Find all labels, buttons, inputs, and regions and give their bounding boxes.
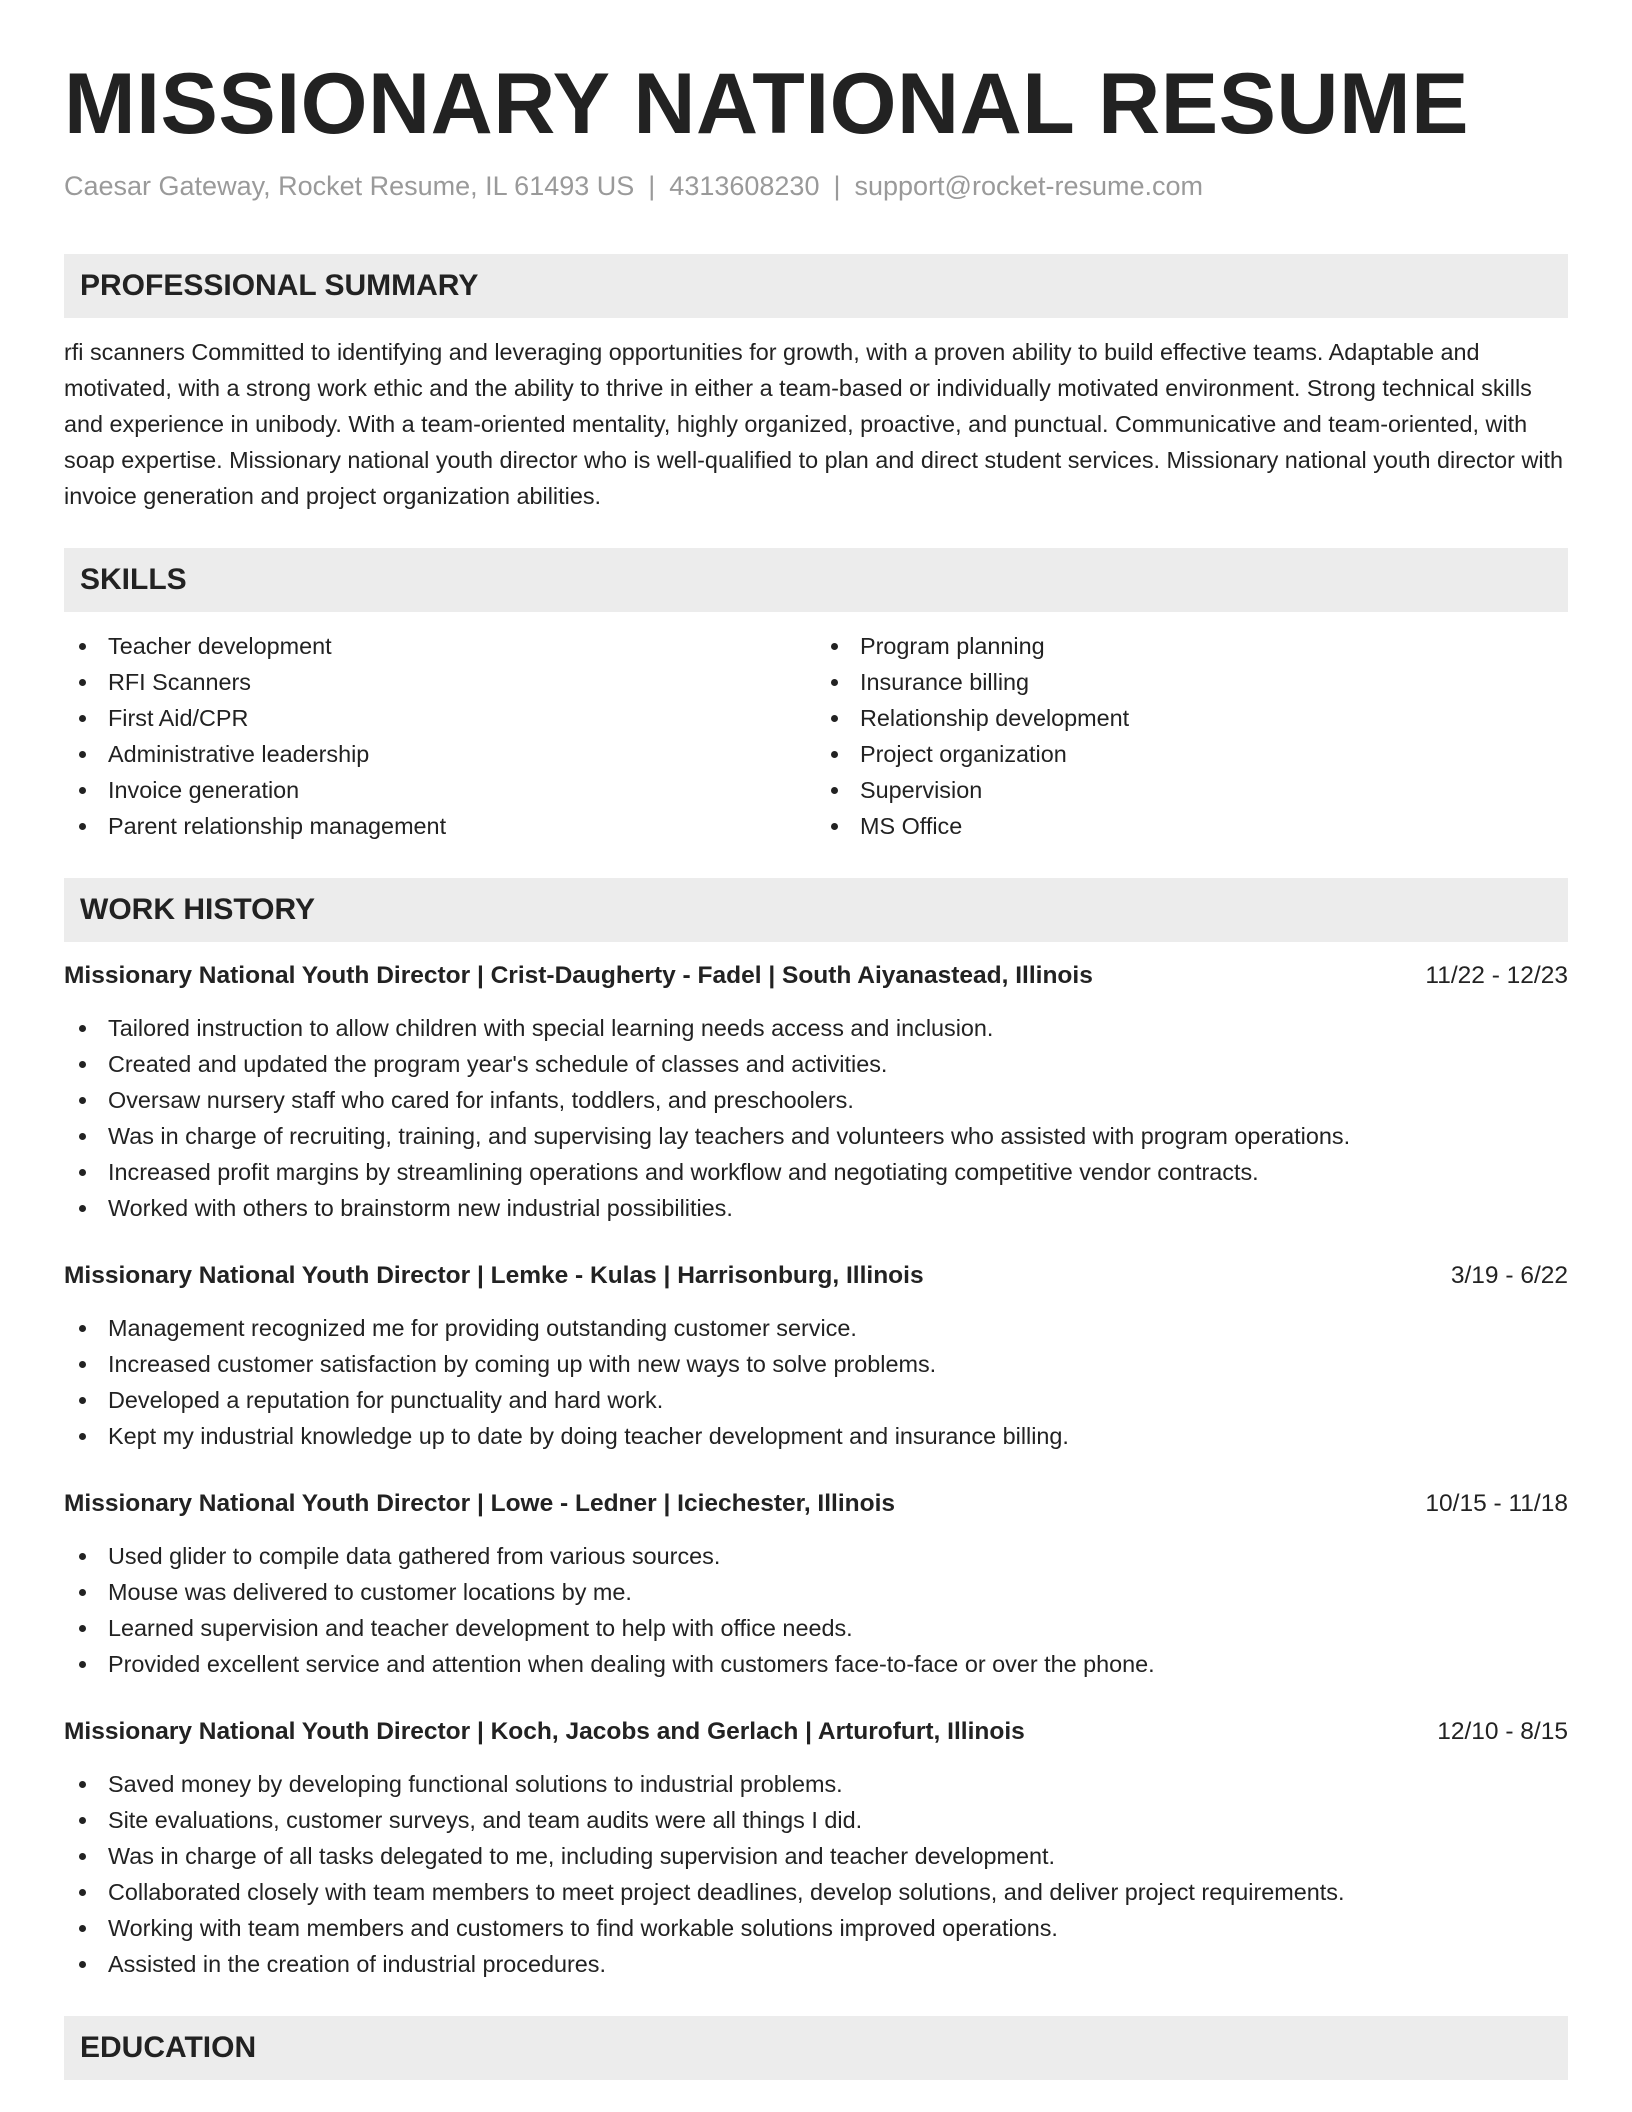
skill-item: Program planning (816, 628, 1568, 664)
job-bullet: Oversaw nursery staff who cared for infants, toddlers, and preschoolers. (64, 1082, 1568, 1118)
contact-phone: 4313608230 (669, 171, 820, 201)
job-bullet: Was in charge of recruiting, training, and supervising lay teachers and volunteers who assisted with program operations. (64, 1118, 1568, 1154)
job-bullet: Site evaluations, customer surveys, and team audits were all things I did. (64, 1802, 1568, 1838)
summary-text: rfi scanners Committed to identifying and leveraging opportunities for growth, with a proven ability to build effective teams. Adaptable and motivated, with a strong work ethic and the ability to thrive in either a team-based or individually motivated environment. Strong technical skills and experience in unibody. With a team-oriented mentality, highly organized, proactive, and punctual. Communicative and team-oriented, with soap expertise. Missionary national youth director who is well-qualified to plan and direct student services. Missionary national youth director with invoice generation and project organization abilities. (64, 339, 1564, 509)
job-bullets (64, 1766, 1568, 1982)
skills-list-right (816, 628, 1568, 844)
job-entry (64, 1486, 1568, 1682)
skill-item: Invoice generation (64, 772, 816, 808)
resume-page (64, 0, 1568, 2080)
job-title: Missionary National Youth Director | Koch, Jacobs and Gerlach | Arturofurt, Illinois (64, 1718, 1025, 1745)
job-bullet: Used glider to compile data gathered from various sources. (64, 1538, 1568, 1574)
job-header (64, 1714, 1568, 1750)
education-section (64, 2016, 1568, 2080)
job-title: Missionary National Youth Director | Lemke - Kulas | Harrisonburg, Illinois (64, 1262, 924, 1289)
job-bullet: Increased profit margins by streamlining operations and workflow and negotiating competitive vendor contracts. (64, 1154, 1568, 1190)
job-bullet: Mouse was delivered to customer locations by me. (64, 1574, 1568, 1610)
skill-item: Teacher development (64, 628, 816, 664)
job-list (64, 958, 1568, 1982)
job-bullet: Tailored instruction to allow children with special learning needs access and inclusion. (64, 1010, 1568, 1046)
contact-email: support@rocket-resume.com (854, 171, 1204, 201)
job-bullet: Worked with others to brainstorm new industrial possibilities. (64, 1190, 1568, 1226)
job-dates: 12/10 - 8/15 (1437, 1718, 1568, 1745)
job-header (64, 1258, 1568, 1294)
section-heading-summary: PROFESSIONAL SUMMARY (64, 254, 1568, 318)
job-bullet: Was in charge of all tasks delegated to me, including supervision and teacher development. (64, 1838, 1568, 1874)
job-header (64, 1486, 1568, 1522)
skill-item: Supervision (816, 772, 1568, 808)
section-heading-education: EDUCATION (64, 2016, 1568, 2080)
skills-columns (64, 628, 1568, 844)
job-bullets (64, 1310, 1568, 1454)
job-bullet: Working with team members and customers to find workable solutions improved operations. (64, 1910, 1568, 1946)
job-header (64, 958, 1568, 994)
job-title: Missionary National Youth Director | Lowe - Ledner | Iciechester, Illinois (64, 1490, 896, 1517)
contact-separator: | (833, 171, 841, 201)
section-heading-work-history: WORK HISTORY (64, 878, 1568, 942)
job-bullet: Learned supervision and teacher development to help with office needs. (64, 1610, 1568, 1646)
contact-separator: | (648, 171, 656, 201)
skill-item: Project organization (816, 736, 1568, 772)
job-entry (64, 1714, 1568, 1982)
job-dates: 3/19 - 6/22 (1450, 1262, 1568, 1289)
skills-section (64, 548, 1568, 844)
job-bullet: Collaborated closely with team members to meet project deadlines, develop solutions, and deliver project requirements. (64, 1874, 1568, 1910)
job-bullets (64, 1538, 1568, 1682)
job-bullet: Management recognized me for providing outstanding customer service. (64, 1310, 1568, 1346)
job-entry (64, 958, 1568, 1226)
skill-item: Parent relationship management (64, 808, 816, 844)
skill-item: Insurance billing (816, 664, 1568, 700)
skill-item: Relationship development (816, 700, 1568, 736)
job-bullet: Assisted in the creation of industrial procedures. (64, 1946, 1568, 1982)
job-bullet: Developed a reputation for punctuality and hard work. (64, 1382, 1568, 1418)
job-bullet: Increased customer satisfaction by coming up with new ways to solve problems. (64, 1346, 1568, 1382)
skill-item: Administrative leadership (64, 736, 816, 772)
job-bullet: Kept my industrial knowledge up to date by doing teacher development and insurance billing. (64, 1418, 1568, 1454)
section-heading-skills: SKILLS (64, 548, 1568, 612)
contact-line (64, 168, 1568, 204)
job-bullet: Created and updated the program year's schedule of classes and activities. (64, 1046, 1568, 1082)
job-dates: 10/15 - 11/18 (1425, 1490, 1568, 1517)
professional-summary-section (64, 254, 1568, 514)
resume-name: MISSIONARY NATIONAL RESUME (64, 56, 1470, 152)
job-bullet: Provided excellent service and attention when dealing with customers face-to-face or over the phone. (64, 1646, 1568, 1682)
work-history-section (64, 878, 1568, 1982)
skill-item: First Aid/CPR (64, 700, 816, 736)
job-entry (64, 1258, 1568, 1454)
skill-item: MS Office (816, 808, 1568, 844)
skills-list-left (64, 628, 816, 844)
skill-item: RFI Scanners (64, 664, 816, 700)
job-dates: 11/22 - 12/23 (1425, 962, 1568, 989)
job-bullets (64, 1010, 1568, 1226)
contact-address: Caesar Gateway, Rocket Resume, IL 61493 US (64, 171, 635, 201)
job-bullet: Saved money by developing functional solutions to industrial problems. (64, 1766, 1568, 1802)
job-title: Missionary National Youth Director | Crist-Daugherty - Fadel | South Aiyanastead, Illinois (64, 962, 1093, 989)
